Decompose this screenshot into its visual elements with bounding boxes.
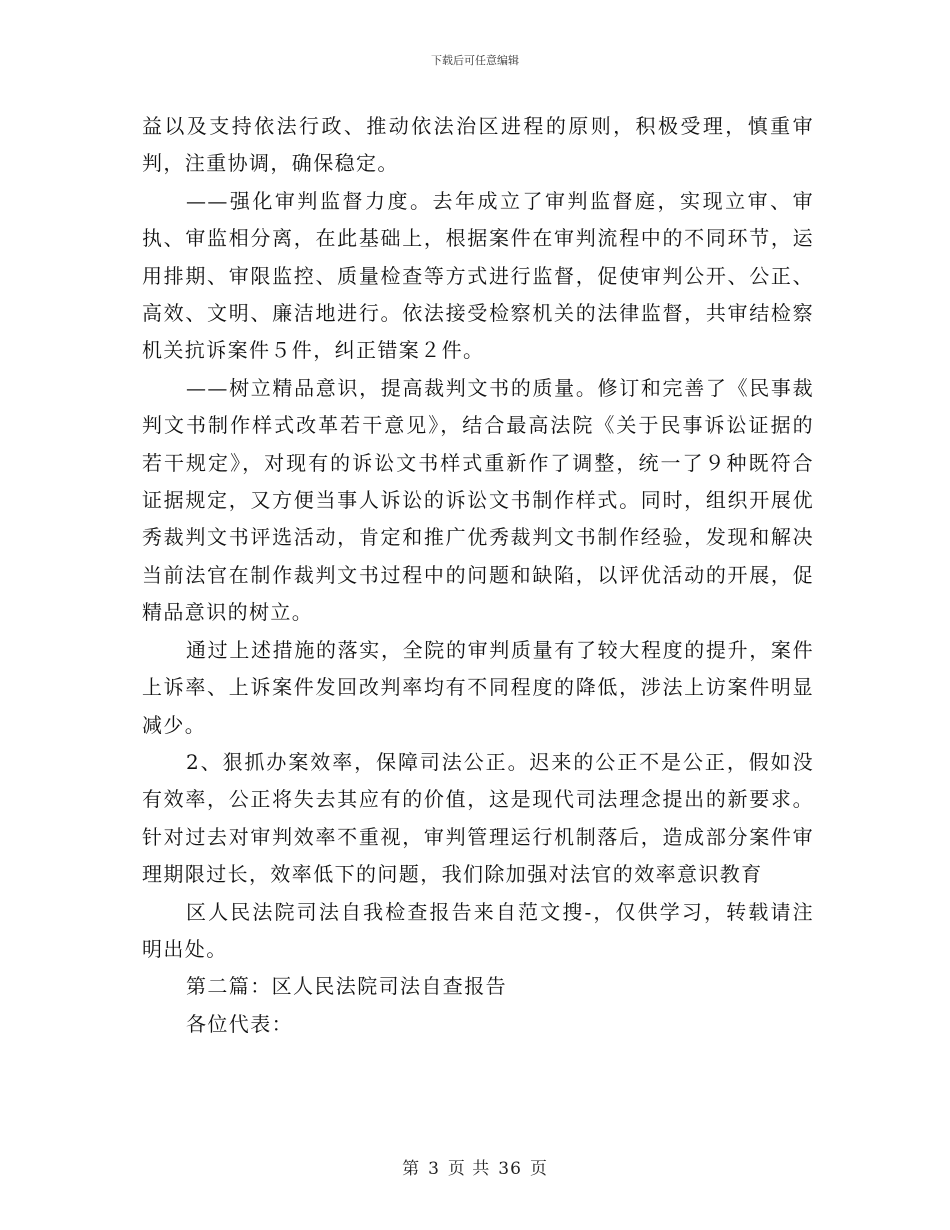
- paragraph-1: 益以及支持依法行政、推动依法治区进程的原则，积极受理，慎重审判，注重协调，确保稳定。: [142, 114, 814, 176]
- document-body: [142, 108, 814, 1043]
- paragraph-4: 通过上述措施的落实，全院的审判质量有了较大程度的提升，案件上诉率、上诉案件发回改判率均有不同程度的降低，涉法上访案件明显减少。: [142, 637, 814, 737]
- salutation: 各位代表：: [186, 1011, 293, 1036]
- paragraph-3: ——树立精品意识，提高裁判文书的质量。修订和完善了《民事裁判文书制作样式改革若干意见》，结合最高法院《关于民事诉讼证据的若干规定》，对现有的诉讼文书样式重新作了调整，统一了９种既符合证据规定，又方便当事人诉讼的诉讼文书制作样式。同时，组织开展优秀裁判文书评选活动，肯定和推广优秀裁判文书制作经验，发现和解决当前法官在制作裁判文书过程中的问题和缺陷，以评优活动的开展，促精品意识的树立。: [142, 375, 814, 625]
- paragraph-5: 2、狠抓办案效率，保障司法公正。迟来的公正不是公正，假如没有效率，公正将失去其应有的价值，这是现代司法理念提出的新要求。针对过去对审判效率不重视，审判管理运行机制落后，造成部分案件审理期限过长，效率低下的问题，我们除加强对法官的效率意识教育: [142, 749, 814, 887]
- paragraph-6: 区人民法院司法自我检查报告来自范文搜-，仅供学习，转载请注明出处。: [142, 899, 814, 961]
- footer-prefix: 第: [402, 1159, 421, 1179]
- total-pages-number: 36: [498, 1159, 522, 1179]
- footer-suffix: 页: [529, 1159, 548, 1179]
- section-heading: 第二篇：区人民法院司法自查报告: [186, 974, 507, 999]
- current-page-number: 3: [428, 1159, 440, 1179]
- page-header: 下载后可任意编辑: [431, 54, 519, 67]
- footer-middle: 页 共: [447, 1159, 491, 1179]
- paragraph-2: ——强化审判监督力度。去年成立了审判监督庭，实现立审、审执、审监相分离，在此基础上，根据案件在审判流程中的不同环节，运用排期、审限监控、质量检查等方式进行监督，促使审判公开、公正、高效、文明、廉洁地进行。依法接受检察机关的法律监督，共审结检察机关抗诉案件５件，纠正错案２件。: [142, 188, 814, 363]
- page-footer: [0, 1154, 950, 1179]
